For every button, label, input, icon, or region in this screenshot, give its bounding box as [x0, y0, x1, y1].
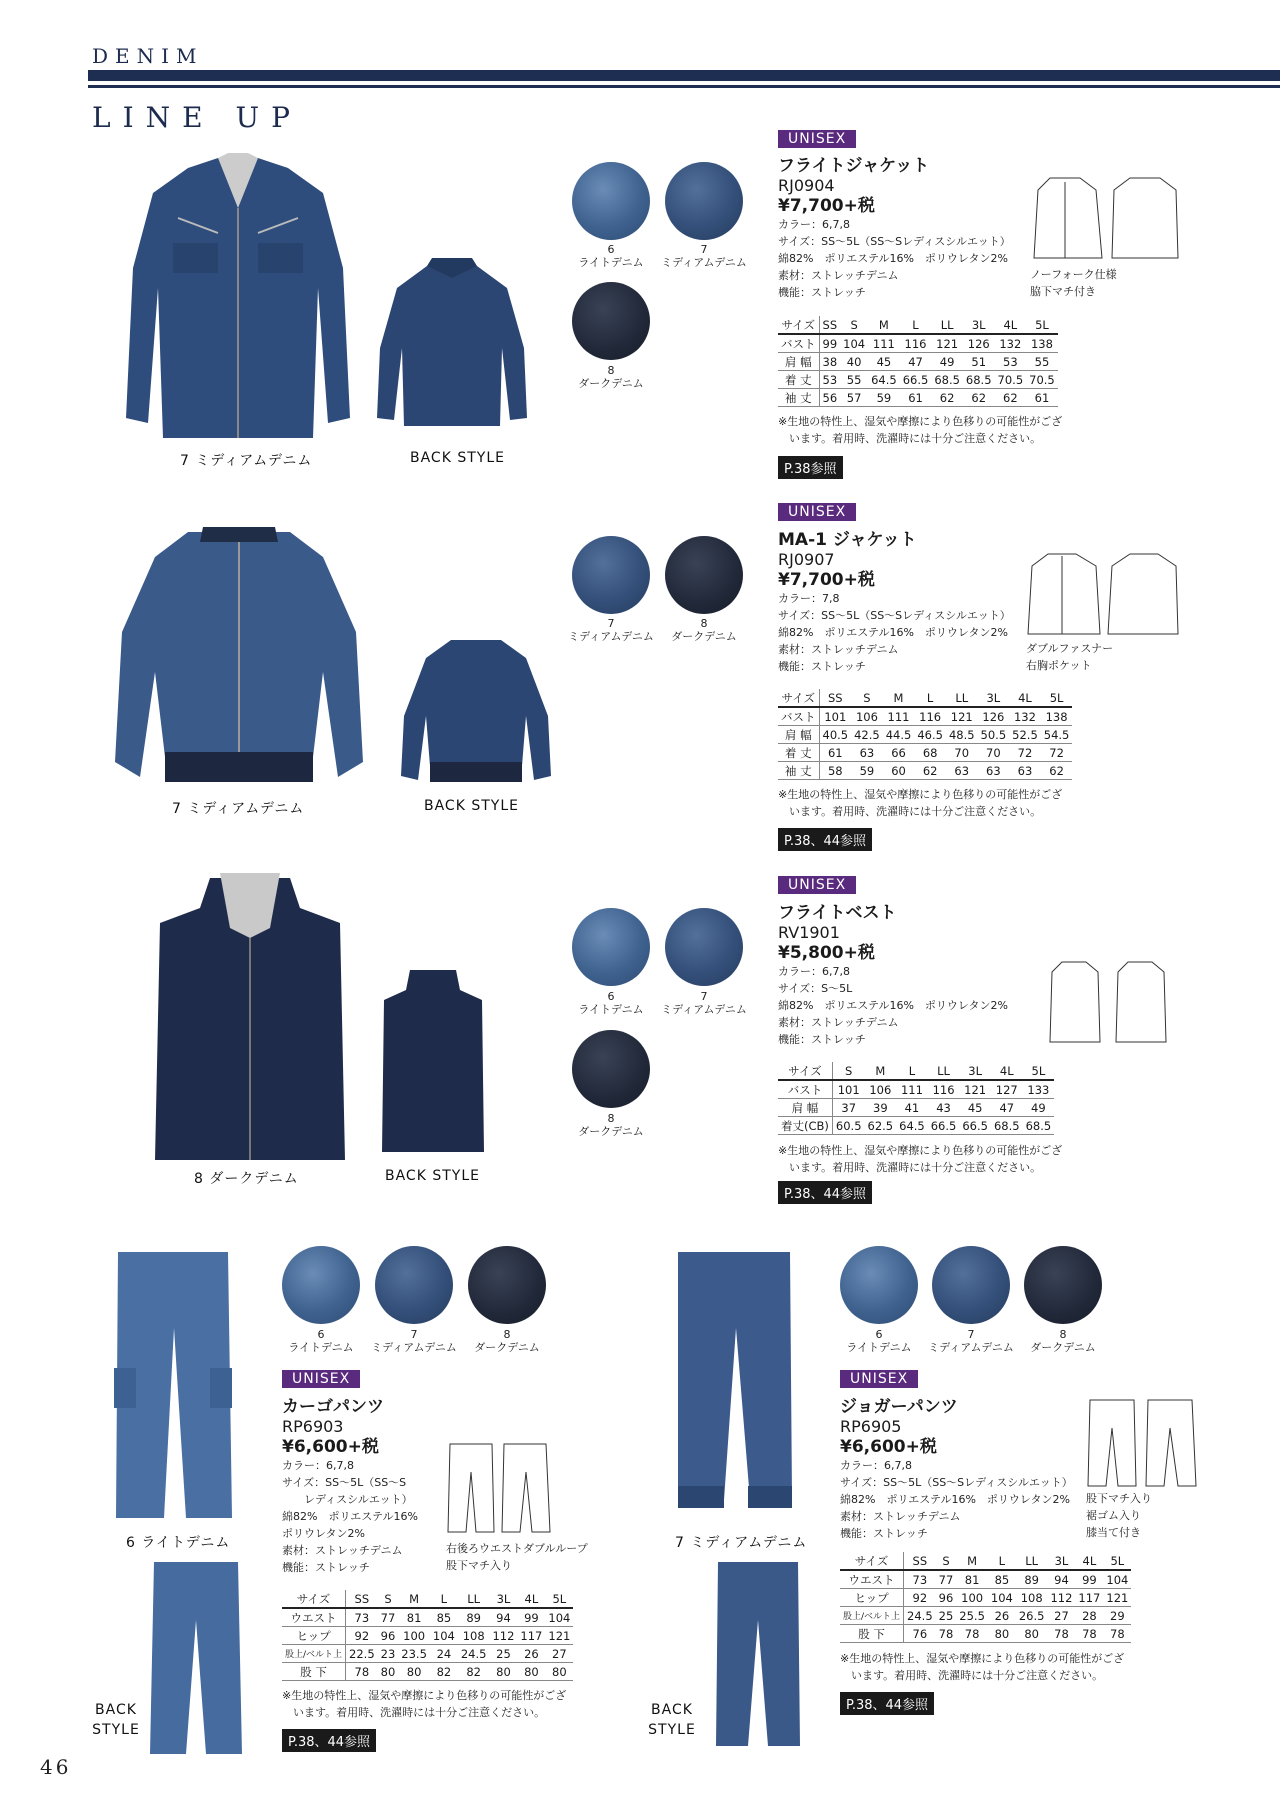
ma1-back-photo: [396, 636, 556, 788]
back-caption: BACK STYLE: [648, 1702, 696, 1738]
page-reference: P.38、44参照: [840, 1692, 934, 1715]
swatch-medium-denim: [375, 1246, 453, 1324]
cargo-flat-drawing: [446, 1442, 552, 1534]
page-reference: P.38参照: [778, 456, 843, 479]
size-table: サイズ SS S M L LL 3L 4L 5L バスト 101 106 111 116 121 126 132 138 肩 幅 40.5 42.5 44.5 46.5 48.5 50.5 52.5 54.5 着 丈 61 63 66 68 70 70 72 72 袖 丈 58 59 60 62 63 63 63 62: [778, 689, 1072, 780]
care-note: ※生地の特性上、湿気や摩擦により色移りの可能性がござ います。着用時、洗濯時には十分ご注意ください。: [778, 1144, 1063, 1174]
page-reference: P.38、44参照: [282, 1729, 376, 1752]
product-price: ¥5,800+税: [778, 943, 875, 963]
product-name: フライトベスト: [778, 903, 897, 923]
care-note: ※生地の特性上、湿気や摩擦により色移りの可能性がござ います。着用時、洗濯時には十分ご注意ください。: [778, 788, 1063, 818]
front-caption: 7 ミディアムデニム: [675, 1535, 808, 1551]
swatch-dark-denim: [572, 1030, 650, 1108]
page-number: 46: [40, 1755, 72, 1779]
back-caption: BACK STYLE: [410, 450, 505, 466]
product-name: MA-1 ジャケット: [778, 530, 917, 550]
care-note: ※生地の特性上、湿気や摩擦により色移りの可能性がござ います。着用時、洗濯時には十分ご注意ください。: [282, 1689, 567, 1719]
unisex-badge: UNISEX: [778, 876, 856, 894]
swatch-medium-denim: [665, 908, 743, 986]
product-price: ¥6,600+税: [840, 1437, 937, 1457]
swatch-label: 6 ライトデニム: [578, 990, 644, 1016]
swatch-label: 8 ダークデニム: [671, 617, 737, 643]
product-name: フライトジャケット: [778, 156, 930, 176]
front-caption: 6 ライトデニム: [126, 1535, 231, 1551]
ma1-flat-drawing: [1026, 550, 1181, 638]
swatch-dark-denim: [1024, 1246, 1102, 1324]
swatch-label: 6 ライトデニム: [846, 1328, 912, 1354]
product-features: ノーフォーク仕様 脇下マチ付き: [1030, 268, 1117, 298]
front-caption: 7 ミディアムデニム: [180, 453, 313, 469]
product-code: RV1901: [778, 923, 840, 942]
swatch-label: 7 ミディアムデニム: [928, 1328, 1014, 1354]
vest-front-photo: [150, 868, 350, 1160]
jacket-front-photo: [118, 148, 358, 448]
product-specs: カラー：6,7,8 サイズ：SS〜5L（SS〜Sレディスシルエット） 綿82% ポリエステル16% ポリウレタン2% 素材：ストレッチデニム 機能：ストレッチ: [840, 1459, 1073, 1540]
swatch-label: 8 ダークデニム: [578, 364, 644, 390]
product-name: カーゴパンツ: [282, 1397, 384, 1417]
back-caption: BACK STYLE: [92, 1702, 140, 1738]
product-specs: カラー：6,7,8 サイズ：SS〜5L（SS〜Sレディスシルエット） 綿82% ポリエステル16% ポリウレタン2% 素材：ストレッチデニム 機能：ストレッチ: [778, 218, 1011, 299]
product-price: ¥7,700+税: [778, 196, 875, 216]
swatch-label: 7 ミディアムデニム: [661, 990, 747, 1016]
product-code: RJ0904: [778, 176, 835, 195]
jacket-back-photo: [372, 258, 532, 430]
swatch-label: 7 ミディアムデニム: [371, 1328, 457, 1354]
swatch-light-denim: [572, 162, 650, 240]
jogger-flat-drawing: [1086, 1398, 1198, 1490]
swatch-label: 7 ミディアムデニム: [568, 617, 654, 643]
swatch-label: 6 ライトデニム: [578, 243, 644, 269]
product-price: ¥6,600+税: [282, 1437, 379, 1457]
swatch-label: 7 ミディアムデニム: [661, 243, 747, 269]
care-note: ※生地の特性上、湿気や摩擦により色移りの可能性がござ います。着用時、洗濯時には十分ご注意ください。: [778, 415, 1063, 445]
ma1-front-photo: [108, 522, 370, 792]
size-table: サイズ SS S M L LL 3L 4L 5L ウエスト 73 77 81 85 89 94 99 104 ヒップ 92 96 100 104 108 112 117 121 股上/ベルト上 24.5 25 25.5 26 26.5 27 28 29 股 下 76 78 78 80 80 78 78 78: [840, 1552, 1131, 1643]
product-features: 股下マチ入り 裾ゴム入り 膝当て付き: [1086, 1492, 1152, 1539]
front-caption: 7 ミディアムデニム: [172, 801, 305, 817]
vest-flat-drawing: [1048, 958, 1168, 1044]
front-caption: 8 ダークデニム: [194, 1171, 299, 1187]
swatch-medium-denim: [572, 536, 650, 614]
cargo-pants-front-photo: [108, 1248, 238, 1520]
jogger-pants-back-photo: [712, 1560, 804, 1756]
page-reference: P.38、44参照: [778, 1181, 872, 1204]
vest-back-photo: [380, 966, 486, 1156]
swatch-dark-denim: [572, 282, 650, 360]
unisex-badge: UNISEX: [840, 1370, 918, 1388]
product-name: ジョガーパンツ: [840, 1397, 958, 1417]
swatch-dark-denim: [468, 1246, 546, 1324]
swatch-label: 8 ダークデニム: [578, 1112, 644, 1138]
swatch-light-denim: [840, 1246, 918, 1324]
swatch-label: 8 ダークデニム: [474, 1328, 540, 1354]
product-code: RJ0907: [778, 550, 835, 569]
cargo-pants-back-photo: [148, 1560, 244, 1756]
care-note: ※生地の特性上、湿気や摩擦により色移りの可能性がござ います。着用時、洗濯時には十分ご注意ください。: [840, 1652, 1125, 1682]
back-caption: BACK STYLE: [385, 1168, 480, 1184]
swatch-label: 8 ダークデニム: [1030, 1328, 1096, 1354]
product-features: ダブルファスナー 右胸ポケット: [1026, 642, 1114, 672]
unisex-badge: UNISEX: [778, 130, 856, 148]
product-code: RP6903: [282, 1417, 344, 1436]
swatch-medium-denim: [665, 162, 743, 240]
page-title: LINE UP: [92, 101, 302, 134]
size-table: サイズ SS S M L LL 3L 4L 5L ウエスト 73 77 81 85 89 94 99 104 ヒップ 92 96 100 104 108 112 117 121 股上/ベルト上 22.5 23 23.5 24 24.5 25 26 27 股 下 78 80 80 82 82 80 80 80: [282, 1590, 573, 1681]
swatch-dark-denim: [665, 536, 743, 614]
swatch-light-denim: [572, 908, 650, 986]
size-table: サイズ S M L LL 3L 4L 5L バスト 101 106 111 116 121 127 133 肩 幅 37 39 41 43 45 47 49 着丈(CB) 60.5 62.5 64.5 66.5 66.5 68.5 68.5: [778, 1062, 1054, 1135]
swatch-medium-denim: [932, 1246, 1010, 1324]
product-specs: カラー：6,7,8 サイズ：S〜5L 綿82% ポリエステル16% ポリウレタン2% 素材：ストレッチデニム 機能：ストレッチ: [778, 965, 1008, 1046]
back-caption: BACK STYLE: [424, 798, 519, 814]
jacket-flat-drawing: [1030, 172, 1180, 264]
product-features: 右後ろウエストダブルループ 股下マチ入り: [446, 1542, 588, 1572]
header-bar: [88, 70, 1280, 81]
product-price: ¥7,700+税: [778, 570, 875, 590]
jogger-pants-front-photo: [668, 1248, 800, 1520]
swatch-label: 6 ライトデニム: [288, 1328, 354, 1354]
unisex-badge: UNISEX: [282, 1370, 360, 1388]
product-code: RP6905: [840, 1417, 902, 1436]
page-reference: P.38、44参照: [778, 828, 872, 851]
product-specs: カラー：7,8 サイズ：SS〜5L（SS〜Sレディスシルエット） 綿82% ポリエステル16% ポリウレタン2% 素材：ストレッチデニム 機能：ストレッチ: [778, 592, 1011, 673]
size-table: サイズ SS S M L LL 3L 4L 5L バスト 99 104 111 116 121 126 132 138 肩 幅 38 40 45 47 49 51 53 55 着 丈 53 55 64.5 66.5 68.5 68.5 70.5 70.5 袖 丈 56 57 59 61 62 62 62 61: [778, 316, 1058, 407]
product-specs: カラー：6,7,8 サイズ：SS〜5L（SS〜S レディスシルエット） 綿82% ポリエステル16% ポリウレタン2% 素材：ストレッチデニム 機能：ストレッチ: [282, 1459, 418, 1574]
section-label: DENIM: [92, 44, 204, 68]
swatch-light-denim: [282, 1246, 360, 1324]
header-bar-thin: [88, 85, 1280, 88]
unisex-badge: UNISEX: [778, 503, 856, 521]
